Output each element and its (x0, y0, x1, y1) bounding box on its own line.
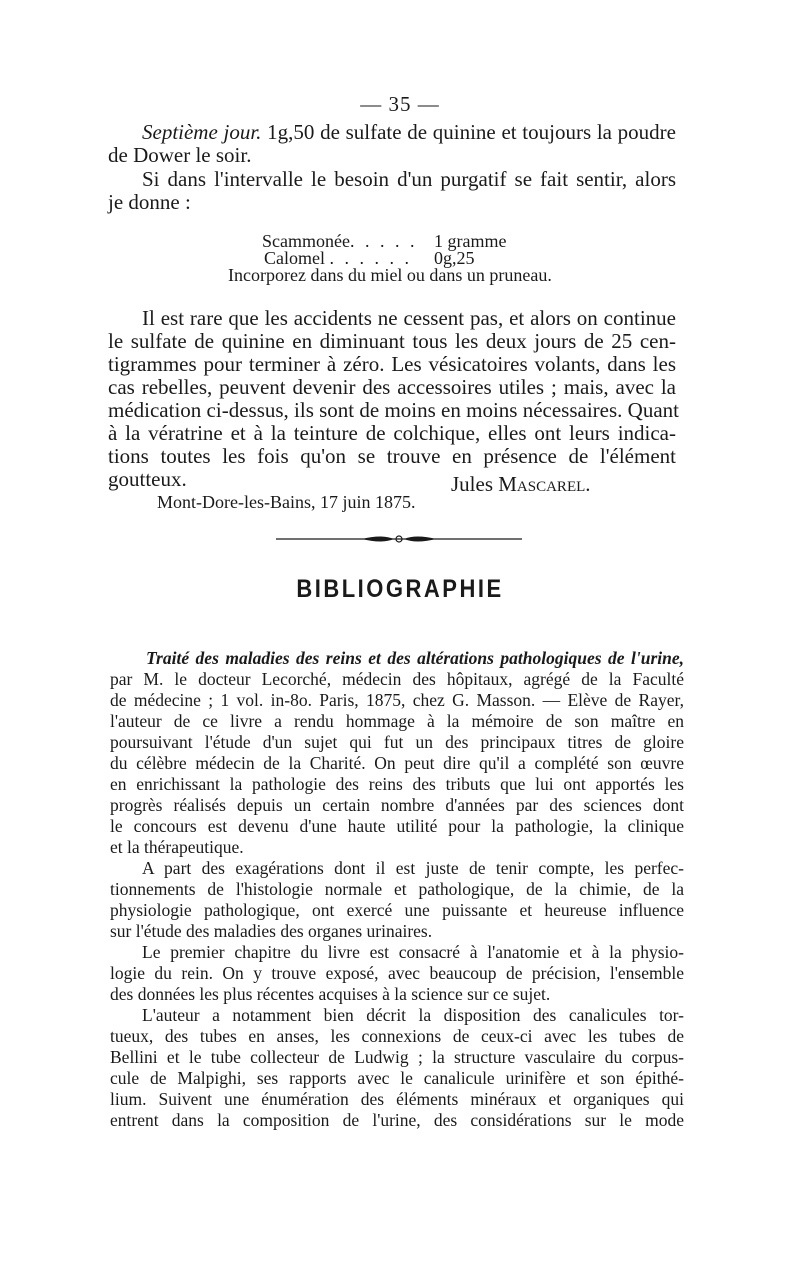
prescription-instruction: Incorporez dans du miel ou dans un pruneau. (228, 265, 552, 285)
rx-item-name: Calomel (264, 248, 325, 268)
section-heading: BIBLIOGRAPHIE (296, 574, 504, 603)
treatment-line-2: de Dower le soir. (108, 143, 252, 167)
prescription-qty-2: 0g,25 (434, 248, 475, 268)
text-line: le sulfate de quinine en diminuant tous les deux jours de 25 cen- (108, 329, 676, 353)
dose-text: 1g,50 de sulfate de quinine et toujours la poudre (267, 120, 676, 144)
text-line: Bellini et le tube collecteur de Ludwig ; la structure vasculaire du corpus- (110, 1047, 684, 1067)
treatment-line-3: Si dans l'intervalle le besoin d'un purgatif se fait sentir, alors (142, 167, 676, 191)
page-number: — 35 — (360, 92, 440, 116)
text-line: lium. Suivent une énumération des éléments minéraux et organiques qui (110, 1089, 684, 1109)
text-line: tions toutes les fois qu'on se trouve en présence de l'élément (108, 444, 676, 468)
text-line: tionnements de l'histologie normale et pathologique, de la chimie, de la (110, 879, 684, 899)
text-line: A part des exagérations dont il est juste de tenir compte, les perfec- (142, 858, 684, 878)
text-line: cas rebelles, peuvent devenir des accessoires utiles ; mais, avec la (108, 375, 676, 399)
text-line: physiologie pathologique, ont exercé une puissante et heureuse influence (110, 900, 684, 920)
day-label: Septième jour. (142, 120, 262, 144)
text-line: L'auteur a notamment bien décrit la disposition des canalicules tor- (142, 1005, 684, 1025)
text-line: tigrammes pour terminer à zéro. Les vésicatoires volants, dans les (108, 352, 676, 376)
text-line: tueux, des tubes en anses, les connexions de ceux-ci avec les tubes de (110, 1026, 684, 1046)
text-line: du célèbre médecin de la Charité. On peut dire qu'il a complété son œuvre (110, 753, 684, 773)
rx-item-dots: . . . . . . (329, 248, 412, 268)
rx-item-dots: . . . . . (349, 231, 418, 251)
text-line: logie du rein. On y trouve exposé, avec beaucoup de précision, l'ensemble (110, 963, 684, 983)
text-line: Le premier chapitre du livre est consacré à l'anatomie et à la physio- (142, 942, 684, 962)
treatment-line-1 (108, 122, 676, 143)
treatment-line-4: je donne : (108, 190, 191, 214)
text-line: sur l'étude des maladies des organes urinaires. (110, 921, 433, 941)
text-line: à la vératrine et à la teinture de colchique, elles ont leurs indica- (108, 421, 676, 445)
text-line: l'auteur de ce livre a rendu hommage à la mémoire de son maître en (110, 711, 684, 731)
text-line: le concours est devenu d'une haute utilité pour la pathologie, la clinique (110, 816, 684, 836)
text-line: entrent dans la composition de l'urine, des considérations sur le mode (110, 1110, 684, 1130)
rx-item-name: Scammonée (262, 231, 350, 251)
text-line: poursuivant l'étude d'un sujet qui fut un des principaux titres de gloire (110, 732, 684, 752)
place-date: Mont-Dore-les-Bains, 17 juin 1875. (157, 492, 416, 512)
author-signature (451, 472, 591, 497)
text-line: de médecine ; 1 vol. in-8o. Paris, 1875, chez G. Masson. — Elève de Rayer, (110, 690, 684, 710)
text-line: par M. le docteur Lecorché, médecin des hôpitaux, agrégé de la Faculté (110, 669, 684, 689)
text-line: progrès réalisés depuis un certain nombre d'années par des sciences dont (110, 795, 684, 815)
text-line: goutteux. (108, 467, 187, 491)
author-last-name: Mascarel. (498, 472, 591, 496)
text-line: en enrichissant la pathologie des reins des tributs que lui ont apportés les (110, 774, 684, 794)
text-line: médication ci-dessus, ils sont de moins en moins nécessaires. Quant (108, 398, 679, 422)
text-line: et la thérapeutique. (110, 837, 244, 857)
text-line: des données les plus récentes acquises à la science sur ce sujet. (110, 984, 551, 1004)
text-line: cule de Malpighi, ses rapports avec le canalicule urinifère et son épithé- (110, 1068, 684, 1088)
ornamental-rule (276, 535, 522, 543)
text-line: Il est rare que les accidents ne cessent pas, et alors on continue (142, 306, 676, 330)
prescription-qty-1: 1 gramme (434, 231, 507, 251)
book-title: Traité des maladies des reins et des altérations pathologiques de l'urine, (146, 648, 684, 668)
author-first-name: Jules (451, 472, 493, 496)
